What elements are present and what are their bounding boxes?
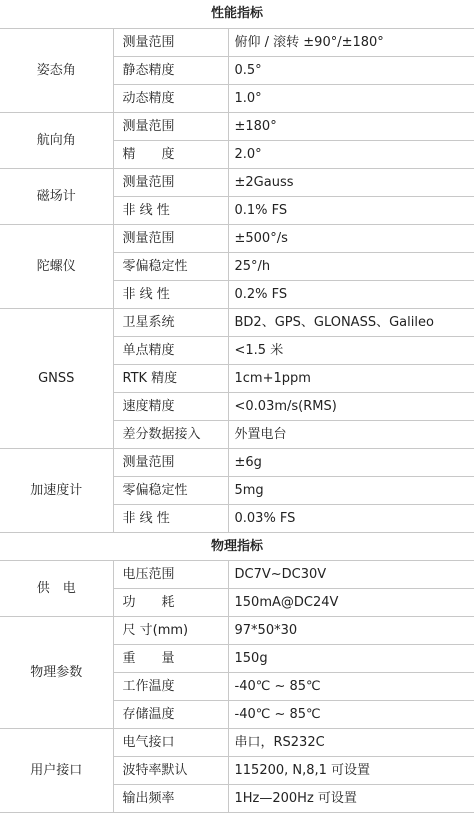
section-title: 物理指标 <box>0 532 474 560</box>
parameter-value: 150mA@DC24V <box>228 588 474 616</box>
parameter-value: 0.5° <box>228 56 474 84</box>
table-row <box>0 616 474 644</box>
table-row <box>0 224 474 252</box>
parameter-value: ±500°/s <box>228 224 474 252</box>
category-label: 磁场计 <box>0 168 113 224</box>
parameter-value: 串口，RS232C <box>228 728 474 756</box>
parameter-value: ±2Gauss <box>228 168 474 196</box>
category-label: 加速度计 <box>0 448 113 532</box>
parameter-label: 测量范围 <box>113 168 228 196</box>
category-label: 姿态角 <box>0 28 113 112</box>
parameter-value: 0.2% FS <box>228 280 474 308</box>
parameter-value: 1cm+1ppm <box>228 364 474 392</box>
parameter-value: 115200, N,8,1 可设置 <box>228 756 474 784</box>
parameter-label: 波特率默认 <box>113 756 228 784</box>
parameter-label: 零偏稳定性 <box>113 476 228 504</box>
parameter-label: 静态精度 <box>113 56 228 84</box>
parameter-label: 精 度 <box>113 140 228 168</box>
section-title: 性能指标 <box>0 0 474 28</box>
table-row <box>0 448 474 476</box>
category-label: 物理参数 <box>0 616 113 728</box>
parameter-label: 尺 寸(mm) <box>113 616 228 644</box>
parameter-label: 测量范围 <box>113 28 228 56</box>
parameter-label: 速度精度 <box>113 392 228 420</box>
parameter-label: 功 耗 <box>113 588 228 616</box>
parameter-value: -40℃ ~ 85℃ <box>228 672 474 700</box>
parameter-value: -40℃ ~ 85℃ <box>228 700 474 728</box>
parameter-label: 动态精度 <box>113 84 228 112</box>
parameter-value: 外置电台 <box>228 420 474 448</box>
table-row <box>0 28 474 56</box>
parameter-label: RTK 精度 <box>113 364 228 392</box>
parameter-value: 2.0° <box>228 140 474 168</box>
parameter-label: 差分数据接入 <box>113 420 228 448</box>
parameter-value: ±6g <box>228 448 474 476</box>
parameter-value: 俯仰 / 滚转 ±90°/±180° <box>228 28 474 56</box>
parameter-label: 单点精度 <box>113 336 228 364</box>
parameter-label: 电气接口 <box>113 728 228 756</box>
parameter-value: 97*50*30 <box>228 616 474 644</box>
parameter-value: 25°/h <box>228 252 474 280</box>
parameter-label: 工作温度 <box>113 672 228 700</box>
category-label: 用户接口 <box>0 728 113 812</box>
parameter-label: 测量范围 <box>113 448 228 476</box>
parameter-label: 非 线 性 <box>113 196 228 224</box>
parameter-label: 零偏稳定性 <box>113 252 228 280</box>
parameter-label: 非 线 性 <box>113 504 228 532</box>
parameter-value: BD2、GPS、GLONASS、Galileo <box>228 308 474 336</box>
parameter-value: 5mg <box>228 476 474 504</box>
parameter-value: ±180° <box>228 112 474 140</box>
table-row <box>0 308 474 336</box>
parameter-label: 重 量 <box>113 644 228 672</box>
parameter-value: 0.03% FS <box>228 504 474 532</box>
section-header <box>0 532 474 560</box>
table-row <box>0 112 474 140</box>
parameter-label: 输出频率 <box>113 784 228 812</box>
parameter-value: <0.03m/s(RMS) <box>228 392 474 420</box>
parameter-value: <1.5 米 <box>228 336 474 364</box>
table-row <box>0 728 474 756</box>
parameter-label: 电压范围 <box>113 560 228 588</box>
parameter-value: 1.0° <box>228 84 474 112</box>
section-header <box>0 0 474 28</box>
table-row <box>0 168 474 196</box>
parameter-label: 测量范围 <box>113 224 228 252</box>
parameter-label: 测量范围 <box>113 112 228 140</box>
parameter-value: DC7V~DC30V <box>228 560 474 588</box>
table-row <box>0 560 474 588</box>
category-label: GNSS <box>0 308 113 448</box>
category-label: 陀螺仪 <box>0 224 113 308</box>
parameter-value: 150g <box>228 644 474 672</box>
parameter-label: 非 线 性 <box>113 280 228 308</box>
parameter-value: 1Hz—200Hz 可设置 <box>228 784 474 812</box>
parameter-value: 0.1% FS <box>228 196 474 224</box>
parameter-label: 卫星系统 <box>113 308 228 336</box>
category-label: 航向角 <box>0 112 113 168</box>
category-label: 供 电 <box>0 560 113 616</box>
parameter-label: 存储温度 <box>113 700 228 728</box>
